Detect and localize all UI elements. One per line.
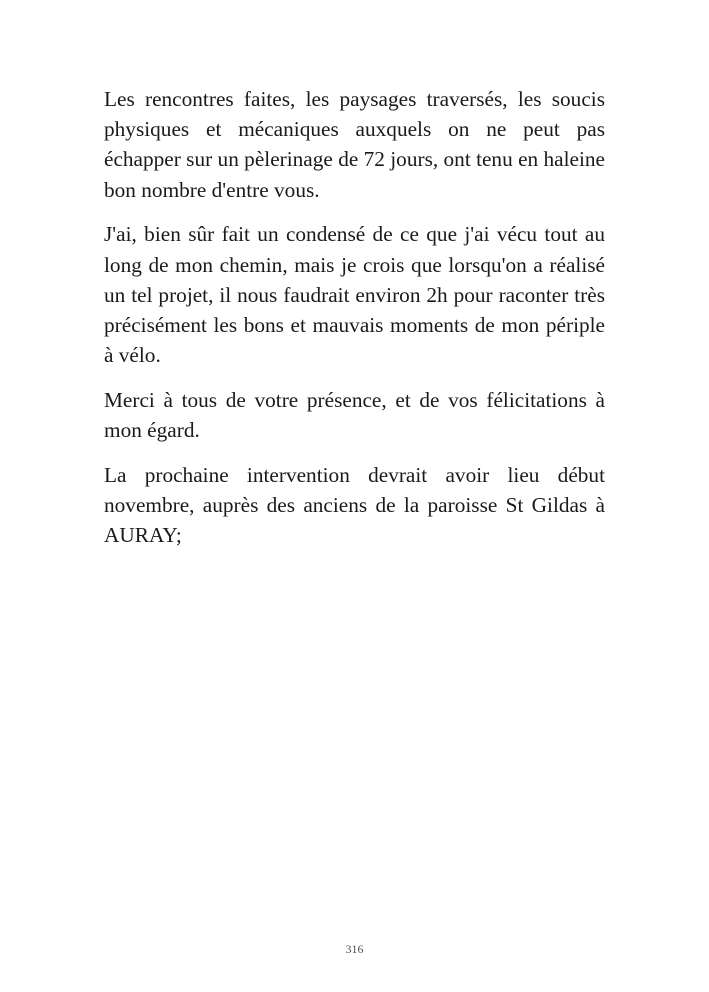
paragraph-3: Merci à tous de votre présence, et de vos félicitations à mon égard. (104, 387, 605, 443)
body-text (104, 84, 605, 565)
paragraph-2: J'ai, bien sûr fait un condensé de ce que j'ai vécu tout au long de mon chemin, mais je crois que lorsqu'on a réalisé un tel projet, il nous faudrait environ 2h pour raconter très précisément les bons et mauvais moments de mon périple à vélo. (104, 222, 605, 368)
paragraph-1: Les rencontres faites, les paysages traversés, les soucis physiques et mécaniques auxquels on ne peut pas échapper sur un pèlerinage de 72 jours, ont tenu en haleine bon nombre d'entre vous. (104, 87, 605, 202)
paragraph-4: La prochaine intervention devrait avoir lieu début novembre, auprès des anciens de la paroisse St Gildas à AURAY; (104, 462, 605, 548)
page-number: 316 (345, 942, 364, 956)
